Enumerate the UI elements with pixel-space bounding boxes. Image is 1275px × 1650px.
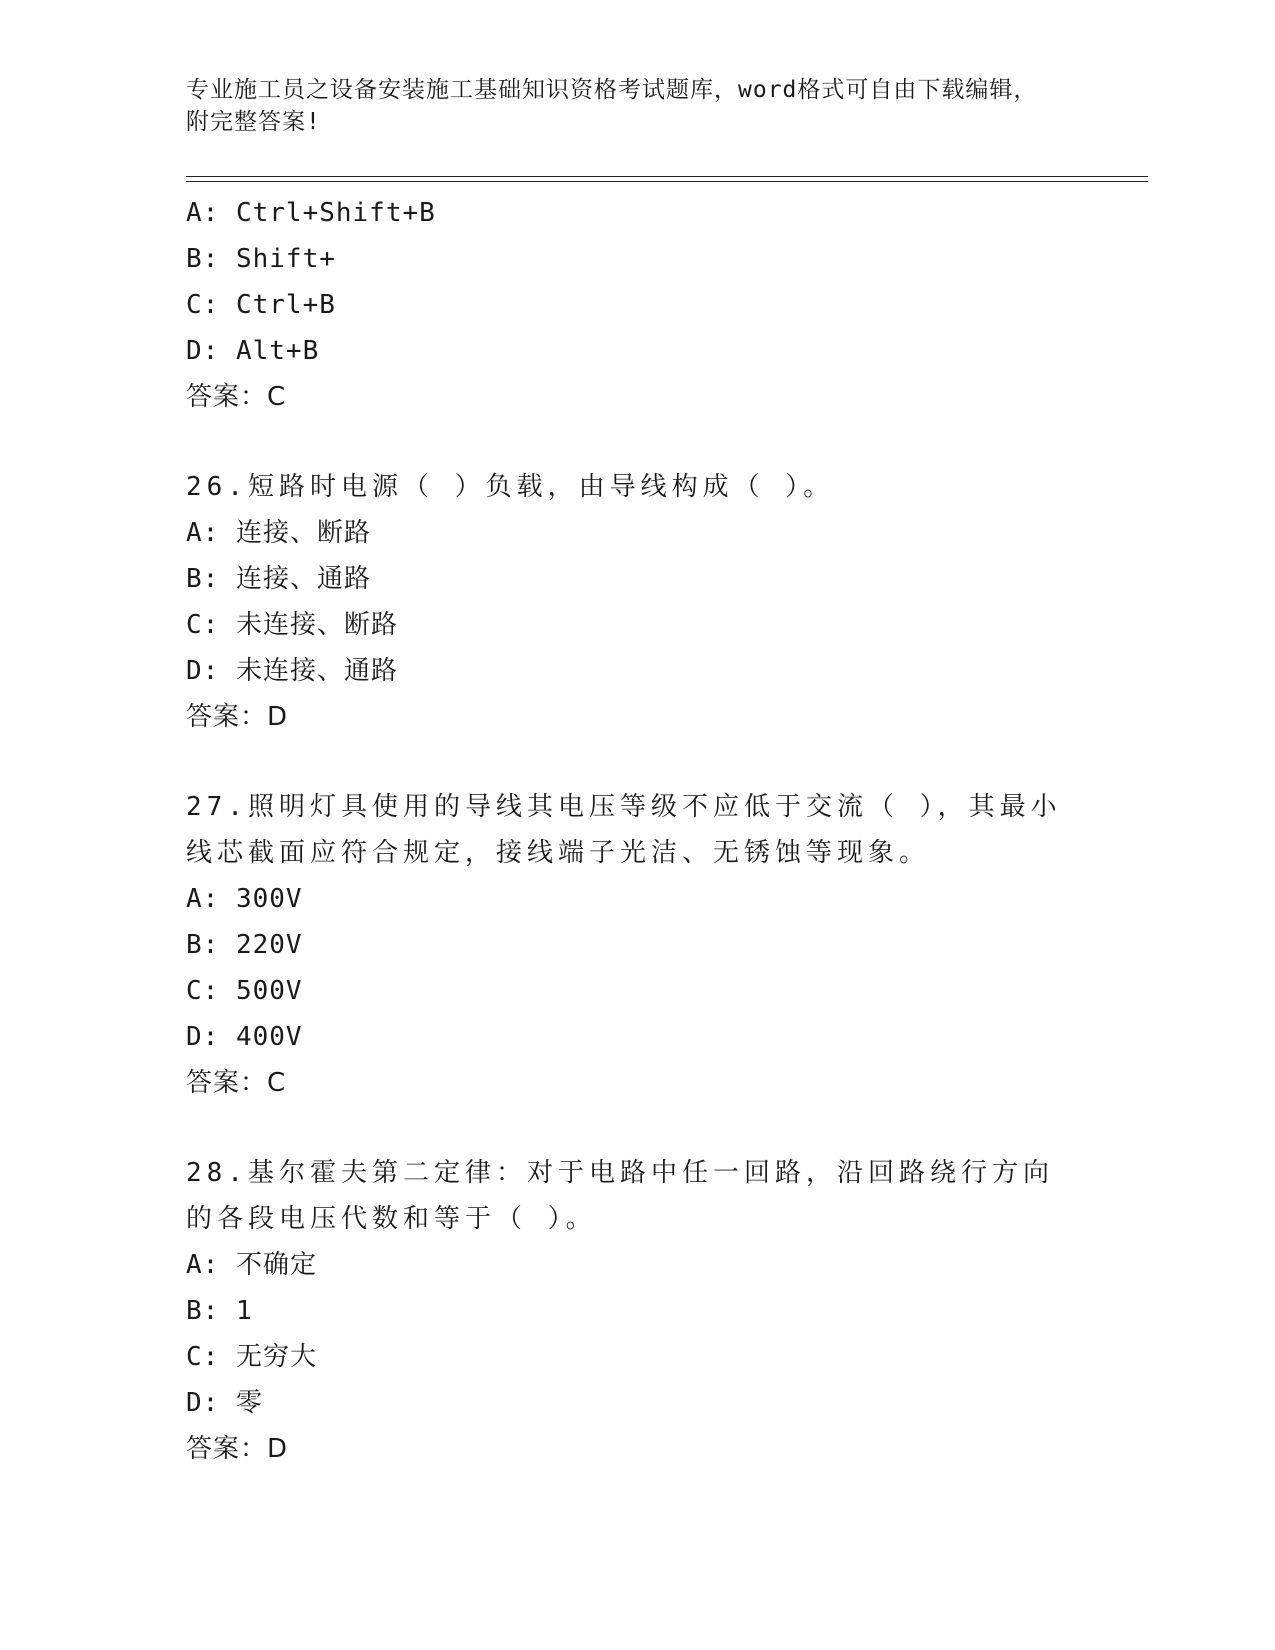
header-line-2: 附完整答案!	[186, 109, 321, 135]
question-25	[186, 190, 1146, 420]
answer: 答案：D	[186, 702, 289, 732]
question-stem: 26.短路时电源（ ）负载，由导线构成（ ）。	[186, 472, 835, 502]
option-c: C: 500V	[186, 976, 303, 1006]
option-a: A: Ctrl+Shift+B	[186, 198, 436, 228]
option-c: C: 未连接、断路	[186, 610, 398, 640]
option-a: A: 300V	[186, 884, 303, 914]
option-c: C: Ctrl+B	[186, 290, 336, 320]
question-28	[186, 1150, 1146, 1472]
option-d: D: 400V	[186, 1022, 303, 1052]
question-list	[186, 190, 1146, 1472]
option-d: D: 零	[186, 1388, 263, 1418]
question-stem: 28.基尔霍夫第二定律：对于电路中任一回路，沿回路绕行方向的各段电压代数和等于（ ）。	[186, 1158, 1054, 1234]
option-c: C: 无穷大	[186, 1342, 317, 1372]
header-divider-top	[186, 176, 1148, 177]
option-d: D: 未连接、通路	[186, 656, 398, 686]
answer: 答案：C	[186, 382, 287, 412]
option-a: A: 不确定	[186, 1250, 317, 1280]
header-line-1: 专业施工员之设备安装施工基础知识资格考试题库，word格式可自由下载编辑，	[186, 77, 1038, 103]
question-stem: 27.照明灯具使用的导线其电压等级不应低于交流（ ），其最小线芯截面应符合规定，接线端子光洁、无锈蚀等现象。	[186, 792, 1062, 868]
option-d: D: Alt+B	[186, 336, 320, 366]
option-b: B: 连接、通路	[186, 564, 371, 594]
document-header	[186, 74, 1086, 138]
option-b: B: 1	[186, 1296, 253, 1326]
question-26	[186, 464, 1146, 740]
option-a: A: 连接、断路	[186, 518, 371, 548]
header-divider-bottom	[186, 181, 1148, 182]
answer: 答案：D	[186, 1434, 289, 1464]
option-b: B: Shift+	[186, 244, 336, 274]
answer: 答案：C	[186, 1068, 287, 1098]
option-b: B: 220V	[186, 930, 303, 960]
question-27	[186, 784, 1146, 1106]
